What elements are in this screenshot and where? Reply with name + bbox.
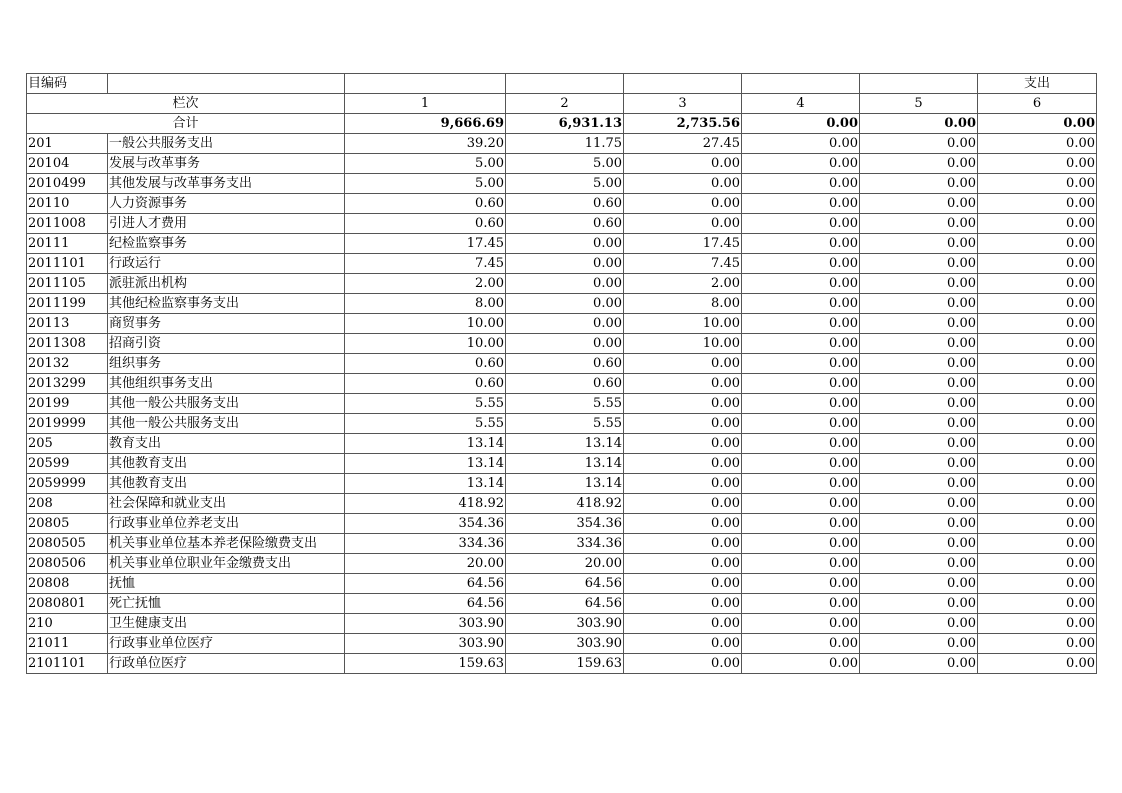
amount-cell: 0.00 <box>624 574 742 594</box>
amount-cell: 0.00 <box>624 154 742 174</box>
amount-cell: 0.00 <box>978 514 1097 534</box>
amount-cell: 0.00 <box>742 614 860 634</box>
amount-cell: 0.00 <box>978 454 1097 474</box>
amount-cell: 0.00 <box>978 154 1097 174</box>
amount-cell: 0.00 <box>860 454 978 474</box>
account-name: 教育支出 <box>108 434 345 454</box>
account-code: 205 <box>27 434 108 454</box>
account-name: 卫生健康支出 <box>108 614 345 634</box>
account-code: 2011199 <box>27 294 108 314</box>
amount-cell: 10.00 <box>345 334 506 354</box>
account-name: 机关事业单位基本养老保险缴费支出 <box>108 534 345 554</box>
amount-cell: 17.45 <box>624 234 742 254</box>
account-code: 20104 <box>27 154 108 174</box>
table-row <box>27 514 1097 534</box>
amount-cell: 0.00 <box>742 134 860 154</box>
total-label: 合计 <box>27 114 345 134</box>
amount-cell: 0.00 <box>742 194 860 214</box>
amount-cell: 7.45 <box>345 254 506 274</box>
amount-cell: 0.00 <box>978 634 1097 654</box>
amount-cell: 303.90 <box>345 634 506 654</box>
total-value: 2,735.56 <box>624 114 742 134</box>
amount-cell: 64.56 <box>345 594 506 614</box>
amount-cell: 0.00 <box>624 194 742 214</box>
table-row <box>27 334 1097 354</box>
column-index-label: 栏次 <box>27 94 345 114</box>
amount-cell: 13.14 <box>345 474 506 494</box>
amount-cell: 0.00 <box>860 554 978 574</box>
account-name: 其他发展与改革事务支出 <box>108 174 345 194</box>
amount-cell: 0.00 <box>860 434 978 454</box>
amount-cell: 0.00 <box>506 334 624 354</box>
column-number: 6 <box>978 94 1097 114</box>
amount-cell: 0.00 <box>978 314 1097 334</box>
amount-cell: 334.36 <box>345 534 506 554</box>
amount-cell: 0.00 <box>860 654 978 674</box>
amount-cell: 0.00 <box>506 274 624 294</box>
amount-cell: 5.00 <box>506 174 624 194</box>
account-name: 纪检监察事务 <box>108 234 345 254</box>
amount-cell: 0.00 <box>978 614 1097 634</box>
amount-cell: 0.00 <box>742 294 860 314</box>
account-name: 派驻派出机构 <box>108 274 345 294</box>
amount-cell: 0.00 <box>624 454 742 474</box>
amount-cell: 8.00 <box>624 294 742 314</box>
account-code: 2019999 <box>27 414 108 434</box>
amount-cell: 64.56 <box>506 574 624 594</box>
amount-cell: 0.00 <box>978 354 1097 374</box>
amount-cell: 0.60 <box>345 194 506 214</box>
account-name: 招商引资 <box>108 334 345 354</box>
amount-cell: 0.00 <box>742 554 860 574</box>
expenditure-table <box>26 73 1097 674</box>
account-code: 210 <box>27 614 108 634</box>
amount-cell: 0.00 <box>978 254 1097 274</box>
account-name: 抚恤 <box>108 574 345 594</box>
amount-cell: 20.00 <box>345 554 506 574</box>
amount-cell: 0.00 <box>624 494 742 514</box>
amount-cell: 303.90 <box>345 614 506 634</box>
table-row <box>27 134 1097 154</box>
amount-cell: 0.60 <box>506 194 624 214</box>
account-code: 20599 <box>27 454 108 474</box>
amount-cell: 5.55 <box>345 394 506 414</box>
amount-cell: 0.00 <box>978 294 1097 314</box>
account-code: 201 <box>27 134 108 154</box>
amount-cell: 0.00 <box>742 574 860 594</box>
amount-cell: 418.92 <box>506 494 624 514</box>
amount-cell: 0.00 <box>624 474 742 494</box>
account-code: 20110 <box>27 194 108 214</box>
amount-cell: 303.90 <box>506 614 624 634</box>
header-row-1 <box>27 74 1097 94</box>
total-value: 6,931.13 <box>506 114 624 134</box>
total-value: 0.00 <box>978 114 1097 134</box>
amount-cell: 0.00 <box>860 134 978 154</box>
amount-cell: 0.60 <box>506 374 624 394</box>
amount-cell: 2.00 <box>345 274 506 294</box>
amount-cell: 5.55 <box>506 394 624 414</box>
amount-cell: 0.00 <box>742 634 860 654</box>
amount-cell: 0.00 <box>860 334 978 354</box>
table-row <box>27 554 1097 574</box>
amount-cell: 0.00 <box>624 594 742 614</box>
amount-cell: 0.00 <box>860 614 978 634</box>
total-row <box>27 114 1097 134</box>
amount-cell: 0.00 <box>978 214 1097 234</box>
account-code: 20111 <box>27 234 108 254</box>
account-code: 20113 <box>27 314 108 334</box>
amount-cell: 0.00 <box>624 654 742 674</box>
amount-cell: 10.00 <box>345 314 506 334</box>
table-row <box>27 194 1097 214</box>
amount-cell: 0.00 <box>860 414 978 434</box>
amount-cell: 0.00 <box>742 314 860 334</box>
amount-cell: 159.63 <box>506 654 624 674</box>
amount-cell: 354.36 <box>345 514 506 534</box>
account-code: 2080801 <box>27 594 108 614</box>
amount-cell: 0.00 <box>624 514 742 534</box>
amount-cell: 39.20 <box>345 134 506 154</box>
amount-cell: 0.00 <box>860 254 978 274</box>
amount-cell: 13.14 <box>345 434 506 454</box>
table-row <box>27 434 1097 454</box>
account-code: 20199 <box>27 394 108 414</box>
amount-cell: 20.00 <box>506 554 624 574</box>
account-name: 组织事务 <box>108 354 345 374</box>
amount-cell: 0.00 <box>978 494 1097 514</box>
amount-cell: 0.00 <box>624 374 742 394</box>
table-row <box>27 154 1097 174</box>
account-name: 死亡抚恤 <box>108 594 345 614</box>
account-code: 20132 <box>27 354 108 374</box>
account-name: 其他一般公共服务支出 <box>108 414 345 434</box>
amount-cell: 13.14 <box>506 454 624 474</box>
amount-cell: 0.00 <box>860 314 978 334</box>
amount-cell: 0.00 <box>742 374 860 394</box>
amount-cell: 159.63 <box>345 654 506 674</box>
amount-cell: 5.55 <box>506 414 624 434</box>
account-code: 2010499 <box>27 174 108 194</box>
account-name: 商贸事务 <box>108 314 345 334</box>
amount-cell: 0.00 <box>860 354 978 374</box>
account-name: 其他教育支出 <box>108 454 345 474</box>
account-name: 其他纪检监察事务支出 <box>108 294 345 314</box>
table-row <box>27 474 1097 494</box>
table-row <box>27 174 1097 194</box>
amount-cell: 8.00 <box>345 294 506 314</box>
amount-cell: 0.00 <box>860 634 978 654</box>
amount-cell: 2.00 <box>624 274 742 294</box>
total-value: 9,666.69 <box>345 114 506 134</box>
column-number: 5 <box>860 94 978 114</box>
amount-cell: 0.00 <box>860 374 978 394</box>
amount-cell: 0.00 <box>742 654 860 674</box>
amount-cell: 13.14 <box>506 434 624 454</box>
table-row <box>27 214 1097 234</box>
amount-cell: 0.00 <box>978 414 1097 434</box>
amount-cell: 0.00 <box>860 274 978 294</box>
amount-cell: 0.00 <box>978 374 1097 394</box>
amount-cell: 10.00 <box>624 334 742 354</box>
account-code: 21011 <box>27 634 108 654</box>
amount-cell: 11.75 <box>506 134 624 154</box>
table-row <box>27 454 1097 474</box>
table-row <box>27 374 1097 394</box>
amount-cell: 64.56 <box>345 574 506 594</box>
amount-cell: 0.00 <box>860 574 978 594</box>
amount-cell: 0.60 <box>345 374 506 394</box>
amount-cell: 0.00 <box>742 594 860 614</box>
amount-cell: 0.00 <box>506 314 624 334</box>
amount-cell: 418.92 <box>345 494 506 514</box>
table-row <box>27 634 1097 654</box>
account-code: 208 <box>27 494 108 514</box>
column-number: 2 <box>506 94 624 114</box>
amount-cell: 0.00 <box>624 554 742 574</box>
amount-cell: 0.00 <box>860 594 978 614</box>
table-row <box>27 594 1097 614</box>
table-row <box>27 314 1097 334</box>
amount-cell: 0.00 <box>624 354 742 374</box>
amount-cell: 0.60 <box>345 214 506 234</box>
amount-cell: 0.00 <box>978 474 1097 494</box>
account-code: 20805 <box>27 514 108 534</box>
account-code: 20808 <box>27 574 108 594</box>
header-row-2 <box>27 94 1097 114</box>
amount-cell: 0.00 <box>742 154 860 174</box>
amount-cell: 0.00 <box>624 634 742 654</box>
table-row <box>27 574 1097 594</box>
amount-cell: 354.36 <box>506 514 624 534</box>
column-number: 3 <box>624 94 742 114</box>
account-code: 2011308 <box>27 334 108 354</box>
amount-cell: 0.00 <box>978 394 1097 414</box>
amount-cell: 0.00 <box>860 174 978 194</box>
account-code: 2080505 <box>27 534 108 554</box>
amount-cell: 0.00 <box>742 174 860 194</box>
amount-cell: 334.36 <box>506 534 624 554</box>
account-code: 2059999 <box>27 474 108 494</box>
account-name: 社会保障和就业支出 <box>108 494 345 514</box>
amount-cell: 0.00 <box>742 514 860 534</box>
account-code: 2011008 <box>27 214 108 234</box>
amount-cell: 0.00 <box>742 434 860 454</box>
column-number: 1 <box>345 94 506 114</box>
amount-cell: 0.00 <box>860 514 978 534</box>
amount-cell: 5.00 <box>345 154 506 174</box>
account-code: 2011101 <box>27 254 108 274</box>
amount-cell: 5.00 <box>345 174 506 194</box>
total-value: 0.00 <box>860 114 978 134</box>
amount-cell: 0.00 <box>742 334 860 354</box>
amount-cell: 303.90 <box>506 634 624 654</box>
amount-cell: 0.00 <box>742 214 860 234</box>
amount-cell: 13.14 <box>506 474 624 494</box>
amount-cell: 0.00 <box>624 214 742 234</box>
table-row <box>27 354 1097 374</box>
amount-cell: 0.00 <box>978 554 1097 574</box>
account-code: 2101101 <box>27 654 108 674</box>
amount-cell: 10.00 <box>624 314 742 334</box>
amount-cell: 0.00 <box>978 234 1097 254</box>
amount-cell: 0.00 <box>978 574 1097 594</box>
table-row <box>27 294 1097 314</box>
amount-cell: 0.00 <box>742 254 860 274</box>
amount-cell: 0.00 <box>742 394 860 414</box>
account-name: 一般公共服务支出 <box>108 134 345 154</box>
amount-cell: 0.00 <box>860 234 978 254</box>
total-value: 0.00 <box>742 114 860 134</box>
amount-cell: 0.00 <box>624 614 742 634</box>
amount-cell: 0.00 <box>860 394 978 414</box>
account-name: 人力资源事务 <box>108 194 345 214</box>
table-row <box>27 234 1097 254</box>
amount-cell: 0.00 <box>978 654 1097 674</box>
amount-cell: 0.00 <box>860 494 978 514</box>
amount-cell: 5.55 <box>345 414 506 434</box>
amount-cell: 0.00 <box>978 434 1097 454</box>
amount-cell: 0.00 <box>978 334 1097 354</box>
amount-cell: 0.00 <box>978 194 1097 214</box>
amount-cell: 0.00 <box>624 174 742 194</box>
table-row <box>27 614 1097 634</box>
amount-cell: 0.00 <box>978 274 1097 294</box>
table-row <box>27 394 1097 414</box>
amount-cell: 0.00 <box>860 534 978 554</box>
amount-cell: 0.00 <box>742 234 860 254</box>
column-number: 4 <box>742 94 860 114</box>
account-name: 行政事业单位养老支出 <box>108 514 345 534</box>
amount-cell: 64.56 <box>506 594 624 614</box>
amount-cell: 0.00 <box>860 154 978 174</box>
amount-cell: 0.00 <box>860 294 978 314</box>
amount-cell: 0.00 <box>742 354 860 374</box>
account-code: 2080506 <box>27 554 108 574</box>
amount-cell: 0.00 <box>860 194 978 214</box>
amount-cell: 0.00 <box>978 134 1097 154</box>
amount-cell: 0.00 <box>978 534 1097 554</box>
amount-cell: 0.00 <box>978 174 1097 194</box>
account-name: 引进人才费用 <box>108 214 345 234</box>
account-code: 2013299 <box>27 374 108 394</box>
amount-cell: 0.00 <box>978 594 1097 614</box>
amount-cell: 7.45 <box>624 254 742 274</box>
account-name: 其他组织事务支出 <box>108 374 345 394</box>
account-name: 行政运行 <box>108 254 345 274</box>
amount-cell: 0.00 <box>742 534 860 554</box>
amount-cell: 0.00 <box>742 414 860 434</box>
amount-cell: 0.00 <box>860 214 978 234</box>
table-row <box>27 654 1097 674</box>
amount-cell: 0.00 <box>624 394 742 414</box>
table-row <box>27 274 1097 294</box>
amount-cell: 27.45 <box>624 134 742 154</box>
amount-cell: 0.00 <box>742 474 860 494</box>
account-name: 机关事业单位职业年金缴费支出 <box>108 554 345 574</box>
amount-cell: 0.60 <box>506 214 624 234</box>
table-row <box>27 534 1097 554</box>
account-name: 行政单位医疗 <box>108 654 345 674</box>
amount-cell: 0.00 <box>742 274 860 294</box>
table-row <box>27 254 1097 274</box>
code-header: 目编码 <box>27 74 108 94</box>
amount-cell: 0.00 <box>624 434 742 454</box>
amount-cell: 13.14 <box>345 454 506 474</box>
amount-cell: 0.00 <box>506 254 624 274</box>
account-name: 其他一般公共服务支出 <box>108 394 345 414</box>
amount-cell: 0.60 <box>345 354 506 374</box>
account-name: 发展与改革事务 <box>108 154 345 174</box>
account-code: 2011105 <box>27 274 108 294</box>
amount-cell: 17.45 <box>345 234 506 254</box>
table-row <box>27 414 1097 434</box>
amount-cell: 0.00 <box>742 454 860 474</box>
account-name: 行政事业单位医疗 <box>108 634 345 654</box>
amount-cell: 5.00 <box>506 154 624 174</box>
amount-cell: 0.00 <box>506 234 624 254</box>
amount-cell: 0.60 <box>506 354 624 374</box>
table-row <box>27 494 1097 514</box>
account-name: 其他教育支出 <box>108 474 345 494</box>
amount-cell: 0.00 <box>506 294 624 314</box>
expense-header: 支出 <box>978 74 1097 94</box>
amount-cell: 0.00 <box>624 534 742 554</box>
amount-cell: 0.00 <box>860 474 978 494</box>
amount-cell: 0.00 <box>742 494 860 514</box>
amount-cell: 0.00 <box>624 414 742 434</box>
